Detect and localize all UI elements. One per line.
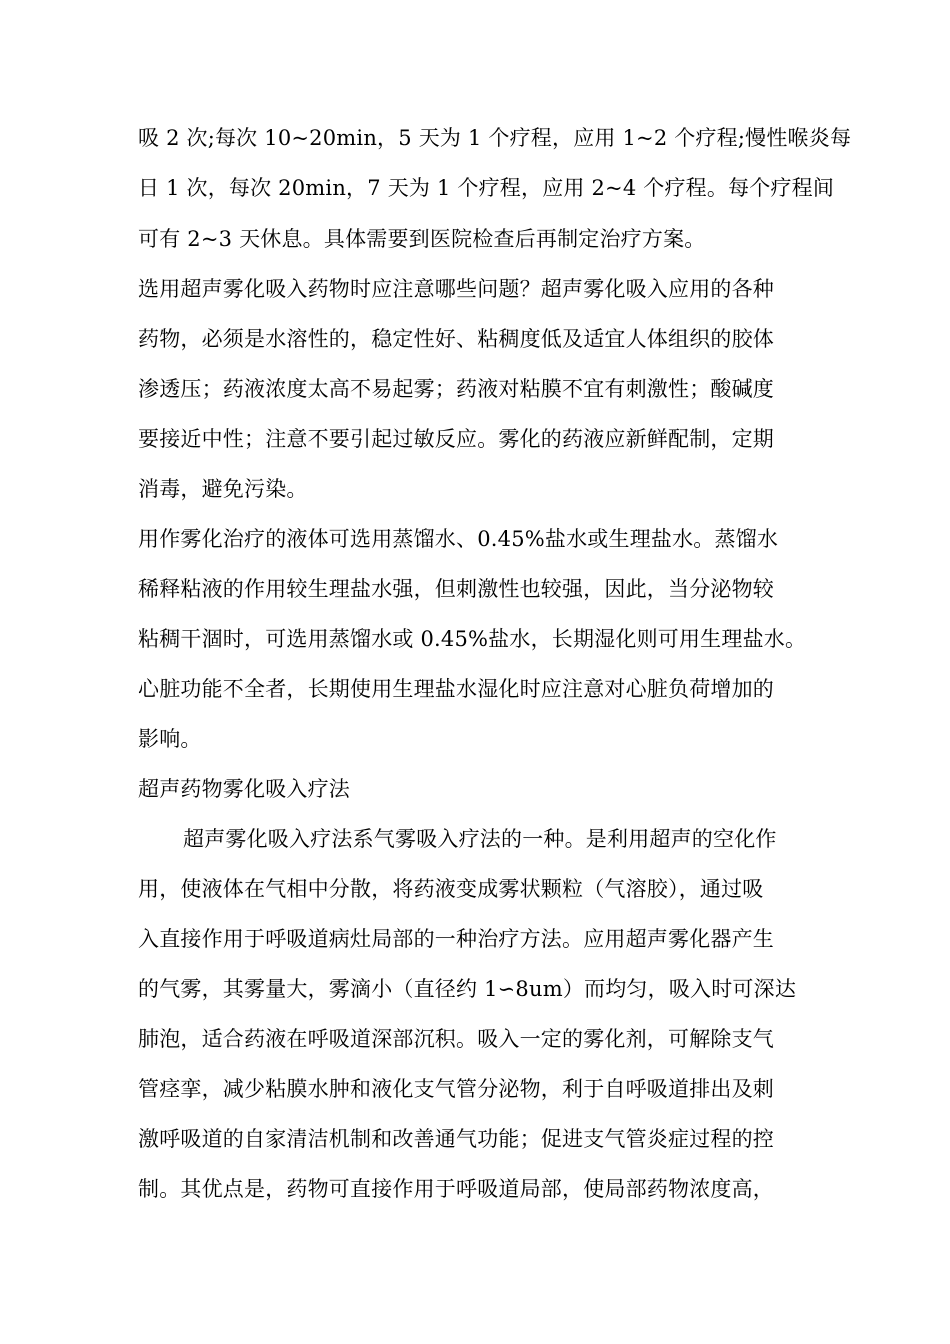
text-line: 日 1 次，每次 20min，7 天为 1 个疗程，应用 2~4 个疗程。每个疗程间 (138, 176, 835, 200)
text-line: 选用超声雾化吸入药物时应注意哪些问题？超声雾化吸入应用的各种 (138, 277, 774, 301)
text-line: 要接近中性；注意不要引起过敏反应。雾化的药液应新鲜配制，定期 (138, 427, 774, 451)
text-line: 药物，必须是水溶性的，稳定性好、粘稠度低及适宜人体组织的胶体 (138, 327, 774, 351)
text-line: 渗透压；药液浓度太高不易起雾；药液对粘膜不宜有刺激性；酸碱度 (138, 377, 774, 401)
text-line: 心脏功能不全者，长期使用生理盐水湿化时应注意对心脏负荷增加的 (138, 677, 774, 701)
text-line: 消毒，避免污染。 (138, 477, 308, 501)
text-line: 制。其优点是，药物可直接作用于呼吸道局部，使局部药物浓度高， (138, 1177, 774, 1201)
text-line: 可有 2~3 天休息。具体需要到医院检查后再制定治疗方案。 (138, 227, 706, 251)
text-line: 用作雾化治疗的液体可选用蒸馏水、0.45%盐水或生理盐水。蒸馏水 (138, 527, 779, 551)
text-line: 管痉挛，减少粘膜水肿和液化支气管分泌物，利于自呼吸道排出及刺 (138, 1077, 774, 1101)
text-line: 稀释粘液的作用较生理盐水强，但刺激性也较强，因此，当分泌物较 (138, 577, 774, 601)
text-line: 影响。 (138, 727, 202, 751)
text-line: 激呼吸道的自家清洁机制和改善通气功能；促进支气管炎症过程的控 (138, 1127, 774, 1151)
text-line: 超声雾化吸入疗法系气雾吸入疗法的一种。是利用超声的空化作 (183, 827, 777, 851)
text-line: 入直接作用于呼吸道病灶局部的一种治疗方法。应用超声雾化器产生 (138, 927, 774, 951)
text-line: 肺泡，适合药液在呼吸道深部沉积。吸入一定的雾化剂，可解除支气 (138, 1027, 774, 1051)
text-line: 吸 2 次;每次 10~20min，5 天为 1 个疗程，应用 1~2 个疗程;慢性喉炎每 (138, 126, 852, 150)
text-line: 的气雾，其雾量大，雾滴小（直径约 1∽8um）而均匀，吸入时可深达 (138, 977, 797, 1001)
text-line: 粘稠干涸时，可选用蒸馏水或 0.45%盐水，长期湿化则可用生理盐水。 (138, 627, 807, 651)
section-heading: 超声药物雾化吸入疗法 (138, 777, 350, 801)
text-line: 用，使液体在气相中分散，将药液变成雾状颗粒（气溶胶），通过吸 (138, 877, 764, 901)
